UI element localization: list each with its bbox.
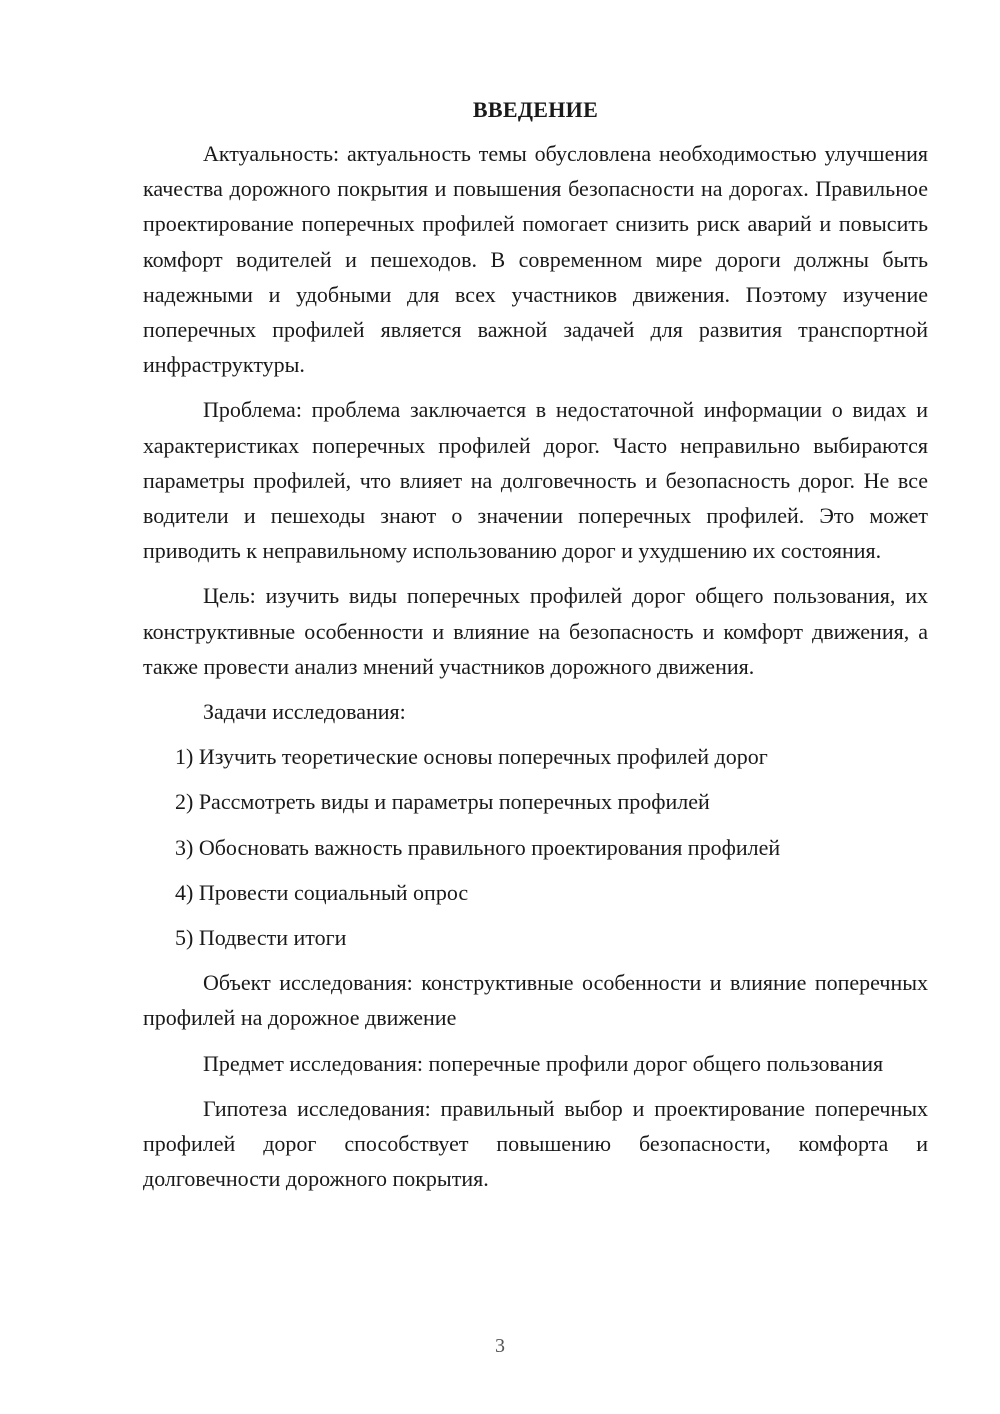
task-item: 1) Изучить теоретические основы поперечных профилей дорог bbox=[175, 744, 768, 770]
page-title: ВВЕДЕНИЕ bbox=[472, 97, 599, 122]
paragraph-hypothesis: Гипотеза исследования: правильный выбор и проектирование поперечных профилей дорог способствует повышению безопасности, комфорта и долговечности дорожного покрытия. bbox=[143, 1095, 928, 1192]
task-item: 5) Подвести итоги bbox=[175, 925, 347, 951]
tasks-list bbox=[143, 739, 928, 955]
tasks-label: Задачи исследования: bbox=[203, 699, 406, 725]
task-item: 3) Обосновать важность правильного проектирования профилей bbox=[175, 834, 781, 860]
paragraph-subject: Предмет исследования: поперечные профили дорог общего пользования bbox=[203, 1050, 884, 1076]
paragraph-goal: Цель: изучить виды поперечных профилей дорог общего пользования, их конструктивные особенности и влияние на безопасность и комфорт движения, а также провести анализ мнений участников дорожного движения. bbox=[143, 583, 928, 679]
paragraph-problem: Проблема: проблема заключается в недостаточной информации о видах и характеристиках поперечных профилей дорог. Часто неправильно выбираются параметры профилей, что влияет на долговечность и безопасность дорог. Не все водители и пешеходы знают о значении поперечных профилей. Это может приводить к неправильному использованию дорог и ухудшению их состояния. bbox=[143, 397, 928, 564]
document-page bbox=[143, 94, 928, 1206]
paragraph-relevance: Актуальность: актуальность темы обусловлена необходимостью улучшения качества дорожного покрытия и повышения безопасности на дорогах. Правильное проектирование поперечных профилей помогает снизить риск аварий и повысить комфорт водителей и пешеходов. В современном мире дороги должны быть надежными и удобными для всех участников движения. Поэтому изучение поперечных профилей является важной задачей для развития транспортной инфраструктуры. bbox=[143, 141, 928, 378]
page-number: 3 bbox=[495, 1335, 505, 1357]
paragraph-object: Объект исследования: конструктивные особенности и влияние поперечных профилей на дорожное движение bbox=[143, 970, 928, 1031]
task-item: 4) Провести социальный опрос bbox=[175, 879, 469, 905]
task-item: 2) Рассмотреть виды и параметры поперечных профилей bbox=[175, 789, 710, 815]
